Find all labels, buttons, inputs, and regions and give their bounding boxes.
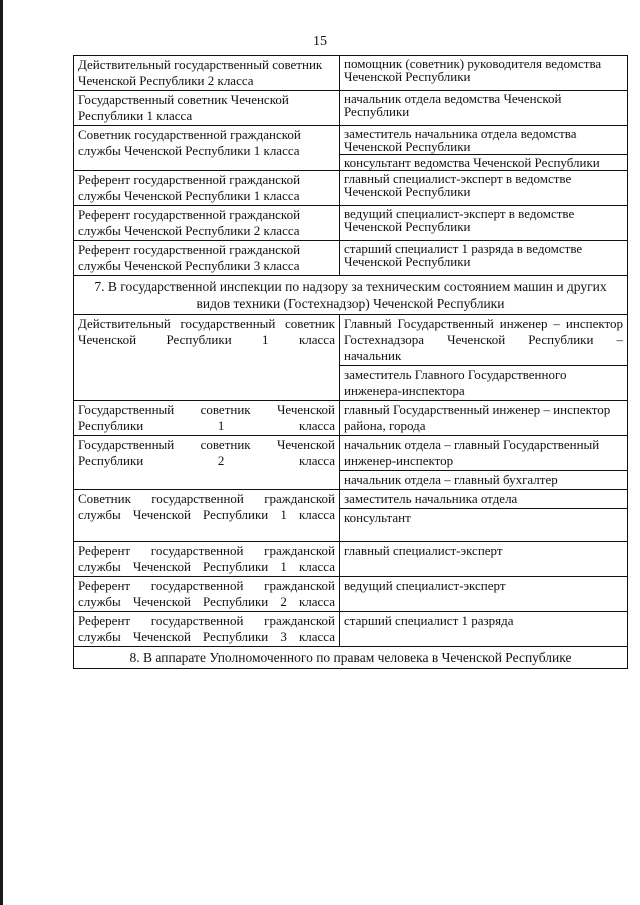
position-cell: старший специалист 1 разряда — [340, 612, 628, 647]
position-cell: главный специалист-эксперт — [340, 542, 628, 577]
position-cell: начальник отдела – главный Государственный инженер-инспектор — [340, 436, 628, 471]
position-cell: старший специалист 1 разряда в ведомстве Чеченской Республики — [340, 241, 628, 276]
position-cell: главный специалист-эксперт в ведомстве Чеченской Республики — [340, 171, 628, 206]
position-cell: главный Государственный инженер – инспектор района, города — [340, 401, 628, 436]
position-cell: начальник отдела – главный бухгалтер — [340, 471, 628, 490]
class-rank-cell: Референт государственной гражданской службы Чеченской Республики 1 класса — [74, 542, 340, 577]
table-row — [74, 91, 628, 126]
section-8-title: 8. В аппарате Уполномоченного по правам человека в Чеченской Республике — [74, 647, 628, 669]
class-rank-cell: Советник государственной гражданской службы Чеченской Республики 1 класса — [74, 490, 340, 542]
table-row — [74, 206, 628, 241]
class-rank-cell: Референт государственной гражданской службы Чеченской Республики 2 класса — [74, 206, 340, 241]
table-row — [74, 315, 628, 366]
class-rank-cell: Референт государственной гражданской службы Чеченской Республики 2 класса — [74, 577, 340, 612]
table-row — [74, 490, 628, 509]
class-rank-cell: Государственный советник Чеченской Республики 1 класса — [74, 401, 340, 436]
section-heading-row — [74, 647, 628, 669]
class-rank-cell: Действительный государственный советник Чеченской Республики 1 класса — [74, 315, 340, 401]
position-cell: начальник отдела ведомства Чеченской Республики — [340, 91, 628, 126]
position-cell: консультант — [340, 509, 628, 542]
position-cell: заместитель начальника отдела — [340, 490, 628, 509]
class-rank-cell: Референт государственной гражданской службы Чеченской Республики 1 класса — [74, 171, 340, 206]
table-row — [74, 171, 628, 206]
class-rank-cell: Государственный советник Чеченской Республики 2 класса — [74, 436, 340, 490]
position-cell: заместитель Главного Государственного инженера-инспектора — [340, 366, 628, 401]
position-cell: помощник (советник) руководителя ведомства Чеченской Республики — [340, 56, 628, 91]
table-row — [74, 612, 628, 647]
class-rank-cell: Референт государственной гражданской службы Чеченской Республики 3 класса — [74, 241, 340, 276]
position-cell: Главный Государственный инженер – инспектор Гостехнадзора Чеченской Республики – начальник — [340, 315, 628, 366]
class-rank-cell: Советник государственной гражданской службы Чеченской Республики 1 класса — [74, 126, 340, 171]
table-row — [74, 542, 628, 577]
table-row — [74, 436, 628, 471]
page-number: 15 — [313, 34, 327, 49]
table-row — [74, 577, 628, 612]
table-row — [74, 126, 628, 155]
table-row — [74, 241, 628, 276]
scan-edge — [0, 0, 3, 905]
class-rank-cell: Действительный государственный советник Чеченской Республики 2 класса — [74, 56, 340, 91]
table-row — [74, 401, 628, 436]
position-cell: консультант ведомства Чеченской Республики — [340, 155, 628, 171]
positions-table — [73, 55, 628, 669]
position-cell: ведущий специалист-эксперт — [340, 577, 628, 612]
section-7-title: 7. В государственной инспекции по надзору за техническим состоянием машин и других видов техники (Гостехнадзор) Чеченской Республики — [74, 276, 628, 315]
position-cell: ведущий специалист-эксперт в ведомстве Чеченской Республики — [340, 206, 628, 241]
section-heading-row — [74, 276, 628, 315]
class-rank-cell: Референт государственной гражданской службы Чеченской Республики 3 класса — [74, 612, 340, 647]
class-rank-cell: Государственный советник Чеченской Республики 1 класса — [74, 91, 340, 126]
table-row — [74, 56, 628, 91]
position-cell: заместитель начальника отдела ведомства Чеченской Республики — [340, 126, 628, 155]
